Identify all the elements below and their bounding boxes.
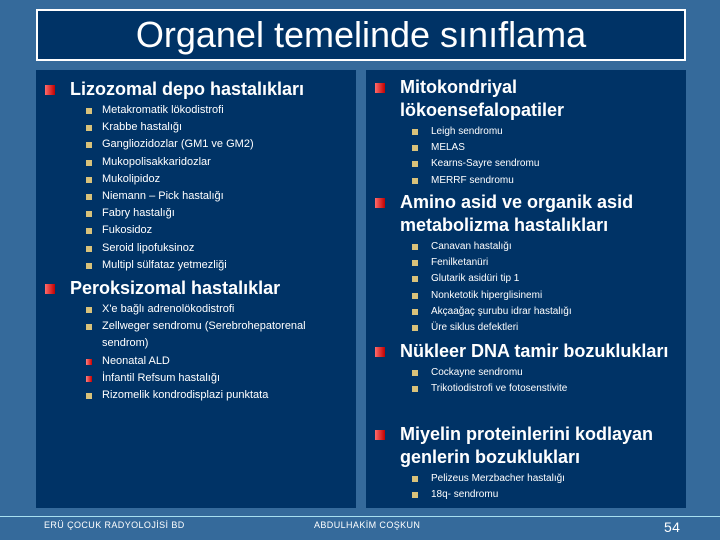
section-heading (366, 191, 686, 237)
list-item (366, 304, 686, 320)
list-item (36, 171, 356, 188)
section-heading-text: Miyelin proteinlerini kodlayan genlerin bozuklukları (400, 424, 654, 467)
list-item (366, 271, 686, 287)
section-heading-text: Mitokondriyal lökoensefalopatiler (400, 77, 565, 120)
square-bullet-icon (412, 161, 418, 167)
list-item (366, 288, 686, 304)
section-heading (36, 277, 356, 300)
list-item (36, 370, 356, 387)
footer-author: ABDULHAKİM COŞKUN (314, 520, 421, 530)
list-item (366, 320, 686, 336)
section (366, 76, 686, 189)
red-square-bullet-icon (375, 430, 385, 440)
red-square-bullet-icon (45, 85, 55, 95)
list-item-text: Leigh sendromu (431, 126, 503, 137)
list-item-text: Kearns-Sayre sendromu (431, 158, 540, 170)
square-bullet-icon (86, 160, 92, 166)
list-item-text: X'e bağlı adrenolökodistrofi (102, 303, 235, 315)
list-item (366, 156, 686, 172)
square-bullet-icon (86, 108, 92, 114)
list-item-text: Multipl sülfataz yetmezliği (102, 258, 227, 271)
list-item-text: MELAS (431, 142, 465, 154)
section-heading (366, 423, 686, 469)
square-bullet-icon (412, 370, 418, 376)
square-bullet-icon (86, 211, 92, 217)
list-item (36, 318, 356, 352)
square-bullet-icon (86, 246, 92, 252)
list-item (36, 257, 356, 274)
red-square-bullet-icon (375, 83, 385, 93)
list-item-text: Trikotiodistrofi ve fotosenstivite (431, 383, 568, 395)
list-item-text: Fabry hastalığı (102, 207, 175, 220)
list-item-text: 18q- sendromu (431, 489, 499, 501)
square-bullet-icon (412, 309, 418, 315)
list-item (36, 188, 356, 205)
red-square-bullet-icon (45, 284, 55, 294)
item-list (36, 102, 356, 274)
section-heading-text: Amino asid ve organik asid metabolizma hastalıkları (400, 192, 634, 235)
square-bullet-icon (86, 177, 92, 183)
section-heading (366, 76, 686, 122)
section (366, 423, 686, 503)
list-item (36, 240, 356, 257)
footer-institution: ERÜ ÇOCUK RADYOLOJİSİ BD (44, 520, 185, 530)
square-bullet-icon (412, 145, 418, 151)
list-item (36, 387, 356, 404)
square-bullet-icon (86, 194, 92, 200)
section-heading-text: Peroksizomal hastalıklar (70, 278, 281, 298)
list-item-text: Neonatal ALD (102, 354, 170, 367)
square-bullet-icon (412, 386, 418, 392)
list-item-text: Metakromatik lökodistrofi (102, 104, 224, 116)
list-item (366, 487, 686, 503)
section (36, 78, 356, 274)
square-bullet-icon (412, 476, 418, 482)
list-item (36, 102, 356, 119)
item-list (366, 124, 686, 189)
section-heading-text: Nükleer DNA tamir bozuklukları (400, 341, 669, 361)
section-heading (366, 340, 686, 363)
list-item (36, 154, 356, 171)
list-item-text: Rizomelik kondrodisplazi punktata (102, 389, 269, 402)
square-bullet-icon (412, 325, 418, 331)
list-item (36, 353, 356, 370)
list-item (366, 173, 686, 189)
square-bullet-icon (412, 276, 418, 282)
list-item-text: İnfantil Refsum hastalığı (102, 371, 221, 384)
list-item-text: Üre siklus defektleri (431, 322, 519, 334)
list-item-text: Canavan hastalığı (431, 241, 512, 252)
list-item-text: Pelizeus Merzbacher hastalığı (431, 473, 565, 484)
section (366, 340, 686, 397)
square-bullet-icon (412, 260, 418, 266)
section (366, 191, 686, 336)
red-square-bullet-icon (375, 198, 385, 208)
square-bullet-icon (86, 228, 92, 234)
square-bullet-icon (86, 359, 92, 365)
list-item-text: Glutarik asidüri tip 1 (431, 273, 520, 285)
list-item (366, 365, 686, 381)
section (36, 277, 356, 404)
list-item-text: Niemann – Pick hastalığı (102, 190, 224, 203)
square-bullet-icon (86, 142, 92, 148)
list-item (36, 136, 356, 153)
list-item (36, 301, 356, 318)
square-bullet-icon (86, 307, 92, 313)
slide-title: Organel temelinde sınıflama (135, 14, 587, 55)
item-list (366, 239, 686, 336)
list-item-text: Gangliozidozlar (GM1 ve GM2) (102, 138, 254, 151)
square-bullet-icon (86, 125, 92, 131)
section-heading-text: Lizozomal depo hastalıkları (70, 79, 305, 99)
list-item-text: Zellweger sendromu (Serebrohepatorenal sendrom) (102, 320, 306, 350)
square-bullet-icon (86, 376, 92, 382)
red-square-bullet-icon (375, 347, 385, 357)
section-heading (36, 78, 356, 101)
square-bullet-icon (412, 492, 418, 498)
list-item (36, 119, 356, 136)
list-item-text: Krabbe hastalığı (102, 121, 183, 134)
list-item-text: Mukopolisakkaridozlar (102, 155, 211, 168)
list-item-text: Cockayne sendromu (431, 367, 523, 378)
footer-divider (0, 516, 720, 517)
square-bullet-icon (86, 393, 92, 399)
list-item-text: Nonketotik hiperglisinemi (431, 289, 543, 301)
list-item (36, 205, 356, 222)
list-item (366, 124, 686, 140)
square-bullet-icon (412, 178, 418, 184)
square-bullet-icon (412, 244, 418, 250)
list-item (366, 140, 686, 156)
square-bullet-icon (86, 263, 92, 269)
list-item (366, 381, 686, 397)
list-item-text: Mukolipidoz (102, 172, 161, 185)
list-item (366, 471, 686, 487)
square-bullet-icon (86, 324, 92, 330)
item-list (366, 365, 686, 397)
square-bullet-icon (412, 293, 418, 299)
list-item-text: Fenilketanüri (431, 257, 489, 269)
square-bullet-icon (412, 129, 418, 135)
list-item (366, 239, 686, 255)
right-panel (366, 70, 686, 508)
list-item-text: MERRF sendromu (431, 174, 514, 186)
list-item (366, 255, 686, 271)
item-list (36, 301, 356, 404)
list-item-text: Fukosidoz (102, 224, 153, 237)
item-list (366, 471, 686, 503)
page-number: 54 (664, 519, 681, 535)
list-item-text: Akçaağaç şurubu idrar hastalığı (431, 305, 572, 317)
left-panel (36, 70, 356, 508)
title-box (36, 9, 686, 61)
list-item (36, 222, 356, 239)
list-item-text: Seroid lipofuksinoz (102, 241, 195, 254)
